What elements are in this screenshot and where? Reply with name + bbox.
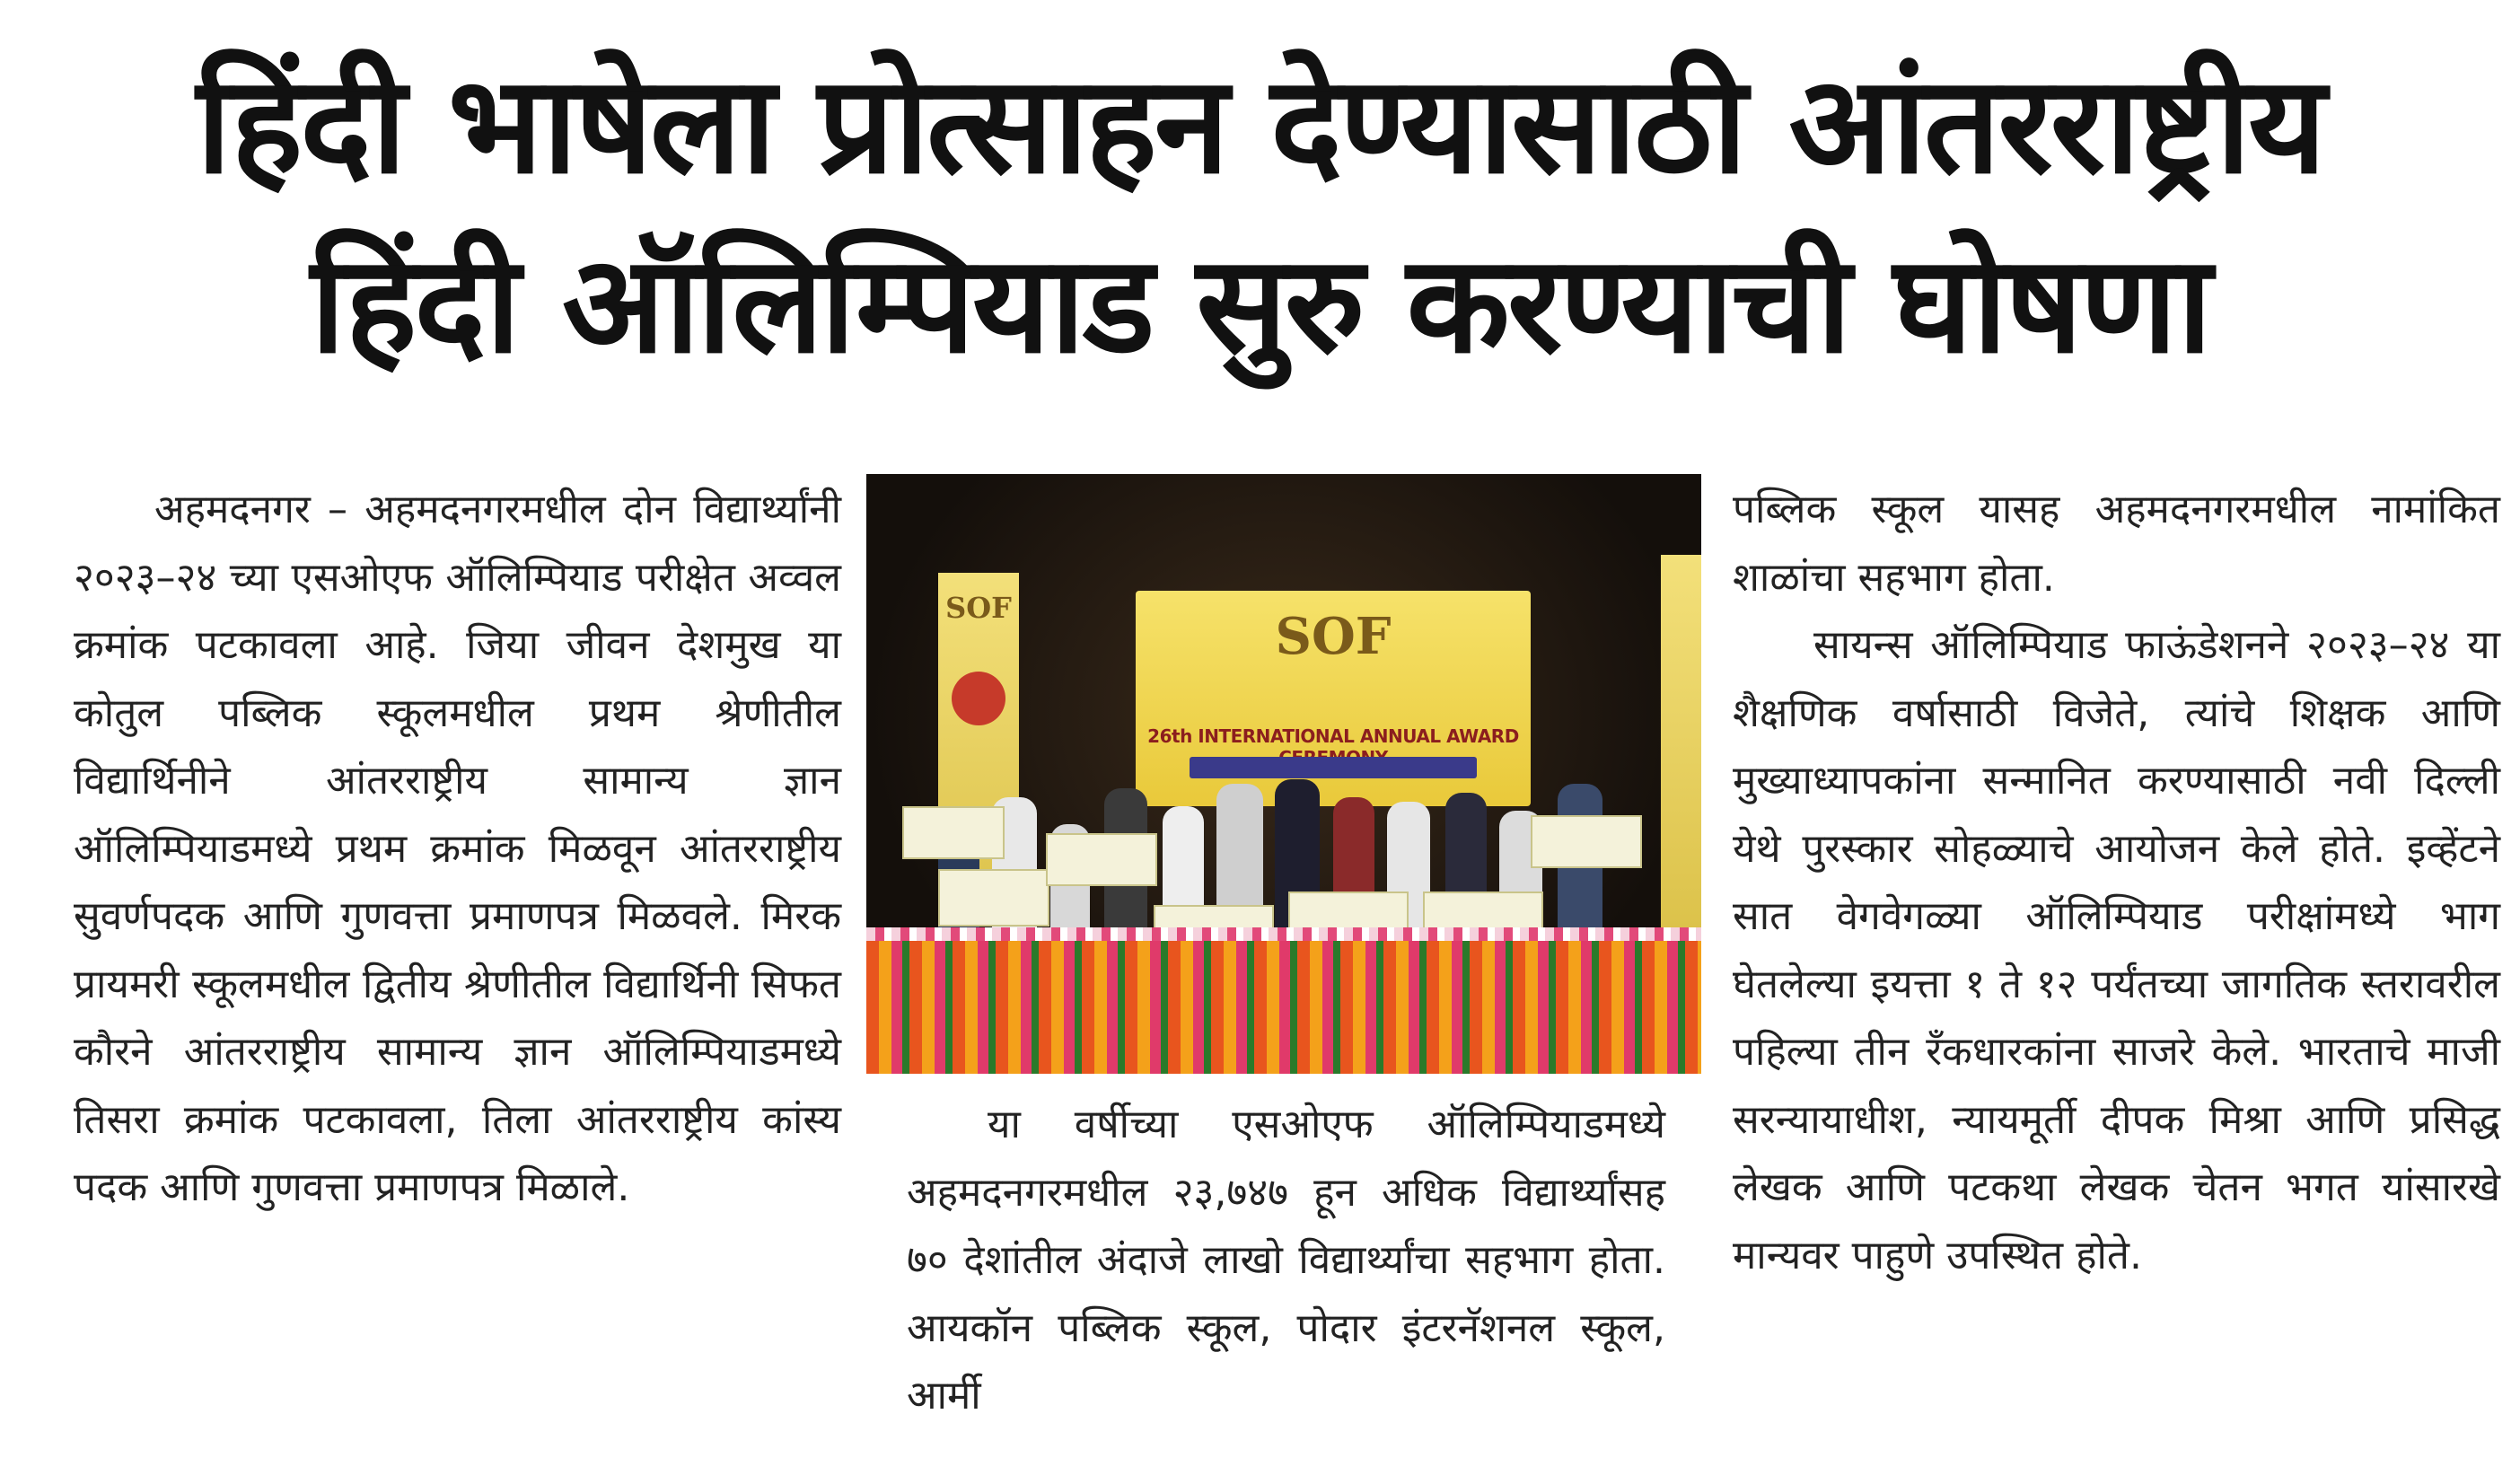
article-column-middle (907, 1091, 1665, 1430)
right-paragraph-1: पब्लिक स्कूल यासह अहमदनगरमधील नामांकित शाळांचा सहभाग होता. (1733, 487, 2500, 601)
banner-title: 26th INTERNATIONAL ANNUAL AWARD (1147, 725, 1519, 747)
headline-line-1: हिंदी भाषेला प्रोत्साहन देण्यासाठी आंतरराष्ट्रीय (196, 48, 2324, 204)
article-column-right (1733, 476, 2500, 1289)
article-column-left (74, 476, 841, 1222)
side-banner-logo: SOF (945, 591, 1012, 625)
award-cheque (938, 869, 1049, 927)
headline (54, 36, 2466, 395)
middle-paragraph-1: या वर्षीच्या एसओएफ ऑलिम्पियाडमध्ये अहमदनगरमधील २३,७४७ हून अधिक विद्यार्थ्यांसह ७० देशांतील अंदाजे लाखो विद्यार्थ्यांचा सहभाग होता. आयकॉन पब्लिक स्कूल, पोदार इंटरनॅशनल स्कूल, आर्मी (907, 1102, 1665, 1418)
award-ceremony-photo (866, 474, 1701, 1074)
right-paragraph-2: सायन्स ऑलिम्पियाड फाऊंडेशनने २०२३–२४ या शैक्षणिक वर्षासाठी विजेते, त्यांचे शिक्षक आणि मुख्याध्यापकांना सन्मानित करण्यासाठी नवी दिल्ली येथे पुरस्कार सोहळ्याचे आयोजन केले होते. इव्हेंटने सात वेगवेगळ्या ऑलिम्पियाड परीक्षांमध्ये भाग घेतलेल्या इयत्ता १ ते १२ पर्यंतच्या जागतिक स्तरावरील पहिल्या तीन रँकधारकांना साजरे केले. भारताचे माजी सरन्यायाधीश, न्यायमूर्ती दीपक मिश्रा आणि प्रसिद्ध लेखक आणि पटकथा लेखक चेतन भगत यांसारखे मान्यवर पाहुणे उपस्थित होते. (1733, 622, 2500, 1278)
left-paragraph-1: अहमदनगर – अहमदनगरमधील दोन विद्यार्थ्यांनी २०२३–२४ च्या एसओएफ ऑलिम्पियाड परीक्षेत अव्वल क्रमांक पटकावला आहे. जिया जीवन देशमुख या कोतुल पब्लिक स्कूलमधील प्रथम श्रेणीतील विद्यार्थिनीने आंतरराष्ट्रीय सामान्य ज्ञान ऑलिम्पियाडमध्ये प्रथम क्रमांक मिळवून आंतरराष्ट्रीय सुवर्णपदक आणि गुणवत्ता प्रमाणपत्र मिळवले. मिरक प्रायमरी स्कूलमधील द्वितीय श्रेणीतील विद्यार्थिनी सिफत कौरने आंतरराष्ट्रीय सामान्य ज्ञान ऑलिम्पियाडमध्ये तिसरा क्रमांक पटकावला, तिला आंतरराष्ट्रीय कांस्य पदक आणि गुणवत्ता प्रमाणपत्र मिळाले. (74, 487, 841, 1210)
award-cheque (1531, 815, 1642, 868)
flower-decoration (866, 941, 1701, 1074)
award-cheque (1046, 833, 1157, 886)
award-cheque (902, 806, 1005, 859)
headline-line-2: हिंदी ऑलिम्पियाड सुरु करण्याची घोषणा (310, 227, 2210, 383)
banner-logo: SOF (1275, 607, 1392, 666)
anniversary-badge-icon (952, 672, 1005, 725)
